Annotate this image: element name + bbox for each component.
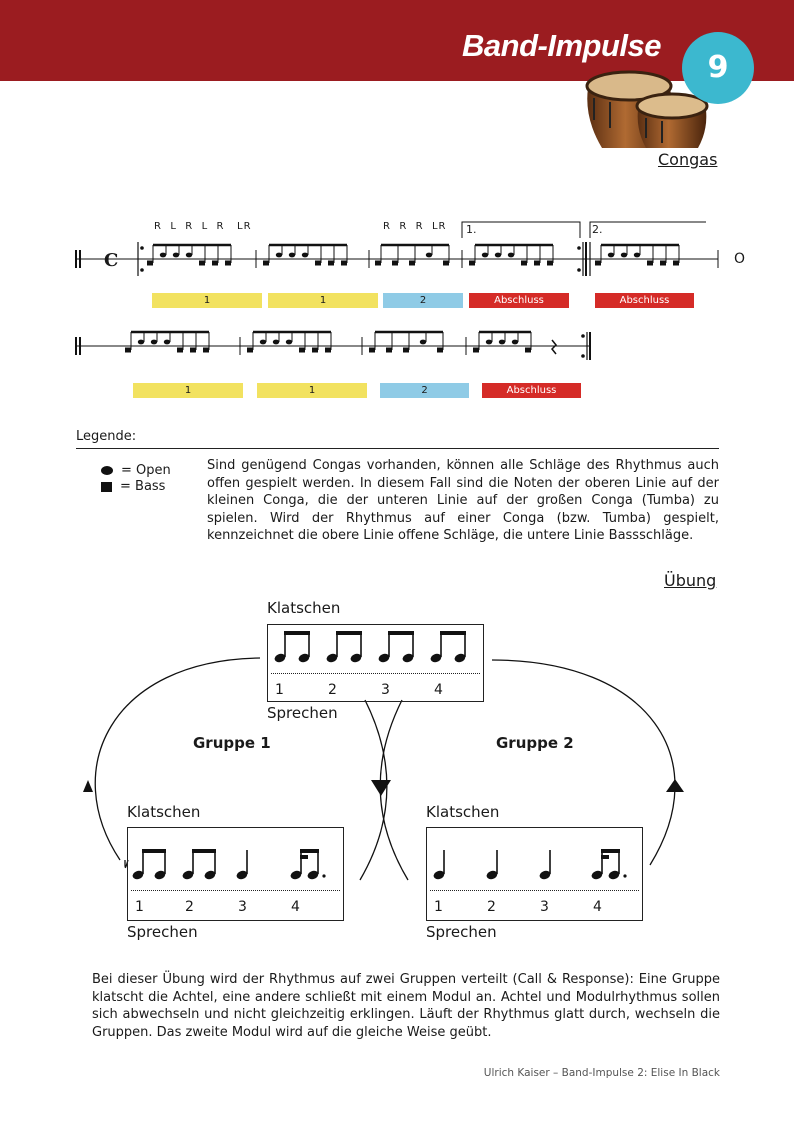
bass-note <box>386 348 392 353</box>
notation-row-1 <box>0 210 794 290</box>
open-note <box>286 340 292 345</box>
count: 2 <box>185 899 194 915</box>
group-1-rhythm-graphic <box>128 828 343 886</box>
beam <box>300 855 308 859</box>
count: 4 <box>593 899 602 915</box>
legend-description: Sind genügend Congas vorhanden, können alle Schläge des Rhythmus auch offen gespielt werden. In diesem Fall sind die Noten der oberen Linie auf der kleinen Conga, die der unteren Linie auf der großen Conga (Tumba) zu spielen. Wird der Rhythmus auf einer Conga (bzw. Tumba) gespielt, kennzeichnet die obere Linie offene Schläge, die untere Linie Bassschläge. <box>207 458 719 543</box>
stickings-a: R L R L R LR <box>154 221 252 232</box>
open-note <box>151 340 157 345</box>
group-2-rhythm-graphic <box>427 828 642 886</box>
bass-note <box>328 261 334 266</box>
top-rhythm-box <box>267 624 484 702</box>
open-note <box>499 340 505 345</box>
open-note <box>482 253 488 258</box>
open-note <box>173 253 179 258</box>
group-2-rhythm-box <box>426 827 643 921</box>
count: 1 <box>434 899 443 915</box>
beam <box>300 849 319 853</box>
open-note <box>634 253 640 258</box>
bass-note <box>392 261 398 266</box>
legend-title: Legende: <box>76 429 137 444</box>
open-note <box>420 340 426 345</box>
open-note <box>608 253 614 258</box>
page-title: Band-Impulse <box>462 28 661 63</box>
bass-note <box>247 348 253 353</box>
form-bar: 1 <box>152 293 262 308</box>
bass-note <box>673 261 679 266</box>
open-note <box>289 253 295 258</box>
bass-note <box>409 261 415 266</box>
beam <box>388 631 414 635</box>
dot <box>623 874 626 877</box>
beam <box>284 631 310 635</box>
congas-heading: Congas <box>658 150 718 169</box>
exercise-description: Bei dieser Übung wird der Rhythmus auf zwei Gruppen verteilt (Call & Response): Eine Gruppe klatscht die Achtel, eine andere schließt mit einem Modul an. Achtel und Modulrhythmus sollen sich abwechseln und nicht gleichzeitig erklingen. Läuft der Rhythmus glatt durch, wechseln die Gruppen. Das zweite Modul wird auf die gleiche Weise geübt. <box>92 972 720 1040</box>
bass-note <box>443 261 449 266</box>
bass-note <box>190 348 196 353</box>
count: 4 <box>291 899 300 915</box>
form-bar: 1 <box>257 383 367 398</box>
beam <box>601 849 620 853</box>
group-1-rhythm-box <box>127 827 344 921</box>
group-2-clap-label: Klatschen <box>426 803 500 821</box>
group-2-speak-label: Sprechen <box>426 923 497 941</box>
bass-note <box>660 261 666 266</box>
open-note <box>486 340 492 345</box>
time-signature: C <box>104 250 119 271</box>
count: 1 <box>135 899 144 915</box>
form-bar: 2 <box>380 383 469 398</box>
bass-note <box>212 261 218 266</box>
group-1-clap-label: Klatschen <box>127 803 201 821</box>
end-mark: O <box>734 251 746 267</box>
bass-note <box>325 348 331 353</box>
bass-note <box>177 348 183 353</box>
bass-note <box>315 261 321 266</box>
volta-1-label: 1. <box>466 223 477 236</box>
beam <box>142 849 166 853</box>
bass-note <box>199 261 205 266</box>
open-note <box>164 340 170 345</box>
count: 3 <box>540 899 549 915</box>
count: 1 <box>275 682 284 698</box>
bass-note <box>469 261 475 266</box>
bass-note <box>473 348 479 353</box>
bass-note <box>147 261 153 266</box>
eighth-notes-graphic <box>268 625 483 669</box>
bass-note <box>263 261 269 266</box>
form-bar: Abschluss <box>482 383 581 398</box>
exercise-heading: Übung <box>664 571 717 590</box>
stickings-b: R R R LR <box>383 221 447 232</box>
bass-note <box>403 348 409 353</box>
bass-note <box>534 261 540 266</box>
beam <box>336 631 362 635</box>
beam <box>440 631 466 635</box>
beam <box>192 849 216 853</box>
open-note <box>621 253 627 258</box>
notation-row-2 <box>0 320 794 380</box>
bass-note <box>312 348 318 353</box>
bass-note <box>547 261 553 266</box>
bass-note <box>341 261 347 266</box>
count: 2 <box>487 899 496 915</box>
cycle-arrows <box>0 560 794 940</box>
top-clap-label: Klatschen <box>267 599 341 617</box>
legend-divider <box>76 448 719 449</box>
count: 2 <box>328 682 337 698</box>
bass-note <box>225 261 231 266</box>
open-note <box>276 253 282 258</box>
open-note <box>138 340 144 345</box>
bass-note <box>521 261 527 266</box>
open-note-icon <box>101 466 113 475</box>
legend-bass: = Bass <box>101 479 165 494</box>
form-bar: 2 <box>383 293 463 308</box>
form-bars-row-1 <box>0 293 794 309</box>
bass-note <box>125 348 131 353</box>
dot <box>322 874 325 877</box>
form-bar: Abschluss <box>595 293 694 308</box>
bass-note <box>525 348 531 353</box>
bass-note <box>437 348 443 353</box>
open-note <box>186 253 192 258</box>
open-note <box>508 253 514 258</box>
footer-credit: Ulrich Kaiser – Band-Impulse 2: Elise In Black <box>483 1067 720 1079</box>
bass-note <box>375 261 381 266</box>
open-note <box>495 253 501 258</box>
open-note <box>302 253 308 258</box>
open-note <box>160 253 166 258</box>
bass-note <box>369 348 375 353</box>
group-2-label: Gruppe 2 <box>496 734 574 752</box>
bass-note <box>299 348 305 353</box>
form-bar: 1 <box>133 383 243 398</box>
count: 3 <box>381 682 390 698</box>
beam <box>601 855 609 859</box>
top-speak-label: Sprechen <box>267 704 338 722</box>
form-bar: 1 <box>268 293 378 308</box>
group-1-label: Gruppe 1 <box>193 734 271 752</box>
legend-open: = Open <box>101 463 171 478</box>
count: 4 <box>434 682 443 698</box>
bass-note <box>203 348 209 353</box>
group-1-speak-label: Sprechen <box>127 923 198 941</box>
open-note <box>273 340 279 345</box>
bass-note-icon <box>101 482 112 492</box>
open-note <box>426 253 432 258</box>
open-note <box>512 340 518 345</box>
open-note <box>260 340 266 345</box>
form-bars-row-2 <box>0 383 794 399</box>
bass-note <box>595 261 601 266</box>
form-bar: Abschluss <box>469 293 569 308</box>
count: 3 <box>238 899 247 915</box>
page-number-badge: 9 <box>682 32 754 104</box>
volta-2-label: 2. <box>592 223 603 236</box>
bass-note <box>647 261 653 266</box>
